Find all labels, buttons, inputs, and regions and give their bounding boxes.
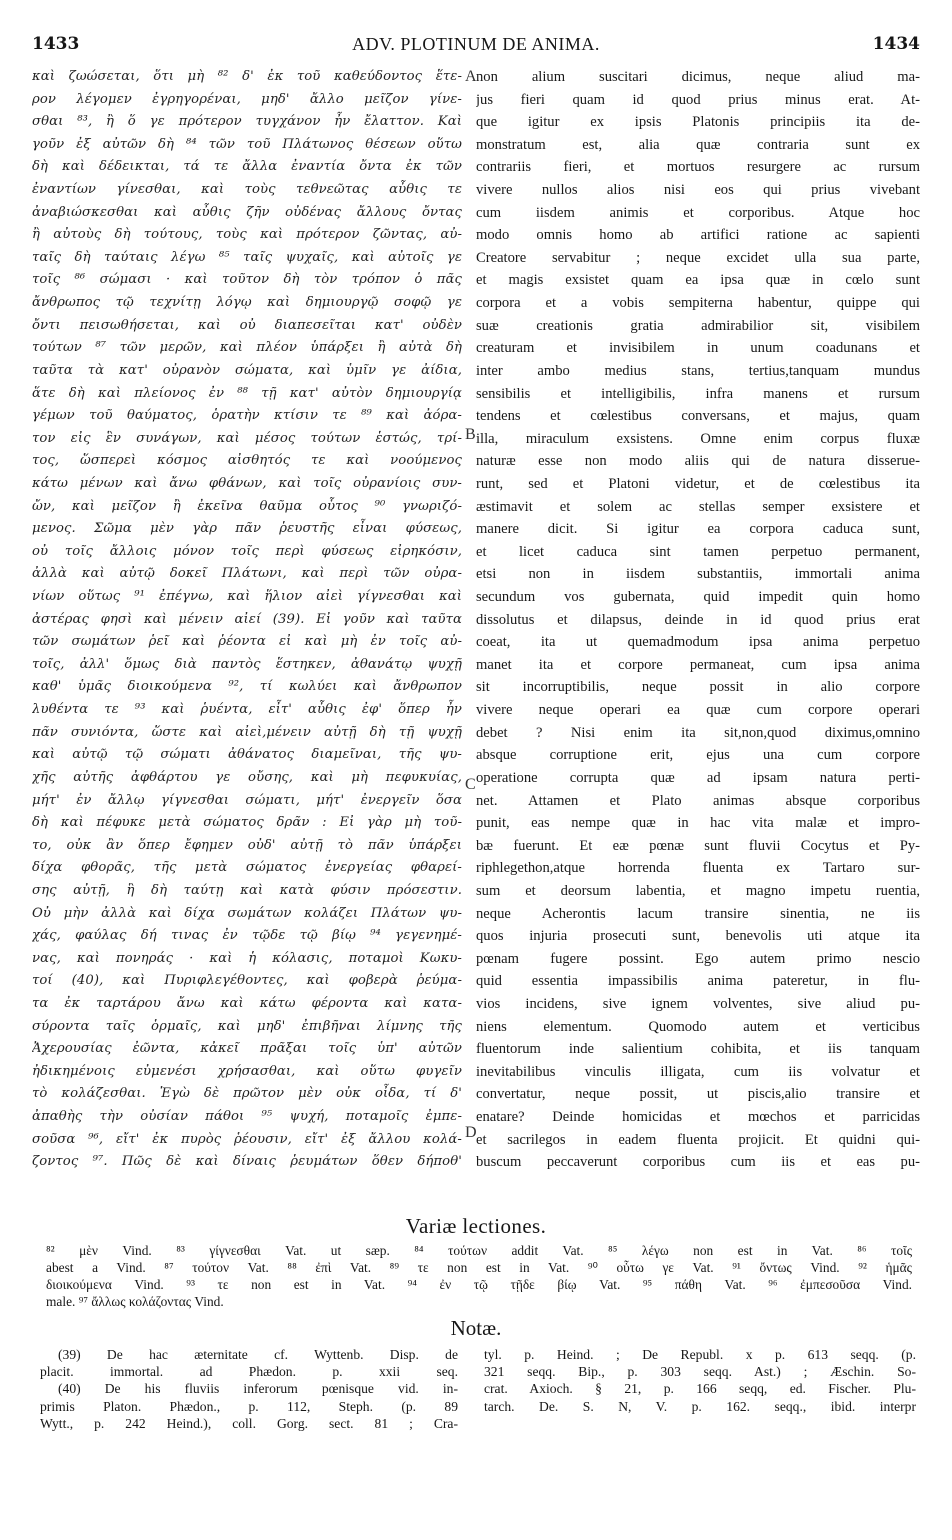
latin-text-line: vivere neque operari ea quæ cum corpore operari: [476, 702, 920, 719]
latin-text-line: cum iisdem animis et corporibus. Atque hoc: [476, 204, 920, 221]
greek-text-line: γοῦν ἐξ αὐτῶν δὴ ⁸⁴ τῶν τοῦ Πλάτωνος θέσεων οὕτω: [32, 136, 462, 152]
note-line: crat. Axioch. § 21, p. 166 seqq, ed. Fischer. Plu-: [484, 1381, 916, 1397]
variant-reading-line: ⁸² μὲν Vind. ⁸³ γίγνεσθαι Vat. ut sæp. ⁸⁴ τούτων addit Vat. ⁸⁵ λέγω non est in Vat. ⁸⁶ τοῖς: [46, 1243, 912, 1258]
greek-text-column: [32, 66, 462, 1206]
greek-text-line: μενος. Σῶμα μὲν γὰρ πᾶν ῥευστῆς εἶναι φύσεως,: [32, 521, 462, 537]
latin-text-line: sit incorruptibilis, neque possit in alio corpore: [476, 679, 920, 696]
greek-text-line: ζοντος ⁹⁷. Πῶς δὲ καὶ δίναις ῥευμάτων ὅθεν δήποθ': [32, 1154, 462, 1170]
greek-text-line: λυθέντα τε ⁹³ καὶ ῥυέντα, εἶτ' αὖθις ἐφ' ὅπερ ἦν: [32, 702, 462, 718]
variant-reading-line: male. ⁹⁷ ἄλλως κολάζοντας Vind.: [46, 1294, 224, 1309]
latin-text-line: jus fieri quam id quod prius minus erat. At-: [476, 91, 920, 108]
latin-text-line: creaturam et invisibilem in unum coadunans et: [476, 340, 920, 357]
greek-text-line: καὶ αὐτῷ τῷ σώματι ἀθάνατος διαμεῖναι, τῆς ψυ-: [32, 747, 462, 763]
greek-text-line: σοῦσα ⁹⁶, εἴτ' ἐκ πυρὸς ῥέουσιν, εἴτ' ἐξ ἄλλου κολά-: [32, 1131, 462, 1147]
notes-right-column: [484, 1346, 916, 1415]
latin-text-line: naturæ esse non modo aliis qui de natura disserue-: [476, 453, 920, 470]
latin-text-line: buscum peccaverunt corporibus cum iis et eas pu-: [476, 1154, 920, 1171]
latin-text-line: etsi non in iisdem substantiis, immortali anima: [476, 566, 920, 583]
latin-text-line: monstratum est, alia quæ contraria sunt ex: [476, 136, 920, 153]
greek-text-line: νας, καὶ πονηράς · καὶ ἡ κόλασις, ποταμοὶ Κωκυ-: [32, 950, 462, 966]
greek-text-line: τα ἐκ ταρτάρου ἄνω καὶ κάτω φέροντα καὶ κατα-: [32, 995, 462, 1011]
note-line: primis Platon. Phædon., p. 112, Steph. (p. 89: [40, 1398, 458, 1414]
latin-text-line: Creatore servabitur ; neque excidet ulla sua parte,: [476, 249, 920, 266]
latin-text-line: vivere nullos alios nisi eos qui prius vivebant: [476, 182, 920, 199]
note-line: Wytt., p. 242 Heind.), coll. Gorg. sect. 81 ; Cra-: [40, 1415, 458, 1431]
greek-text-line: δὴ καὶ πέφυκε μετὰ σώματος δρᾶν : Εἰ γὰρ μὴ τοῦ-: [32, 815, 462, 831]
margin-marker-a: A: [465, 68, 477, 85]
greek-text-line: ταῖς δὴ ταύταις λέγω ⁸⁵ ταῖς ψυχαῖς, καὶ αὐτοῖς γε: [32, 249, 462, 265]
greek-text-line: τος, ὥσπερεὶ κόσμος αἰσθητός τε καὶ νοούμενος: [32, 453, 462, 469]
greek-text-line: καθ' ὑμᾶς διοικούμενα ⁹², τί κωλύει καὶ ἄνθρωπον: [32, 679, 462, 695]
latin-text-line: et licet caduca sint tamen perpetuo permanent,: [476, 543, 920, 560]
greek-text-line: Οὐ μὴν ἀλλὰ καὶ δίχα σωμάτων κολάζει Πλάτων ψυ-: [32, 905, 462, 921]
greek-text-line: ἐναντίων γίνεσθαι, καὶ τοὺς τεθνεῶτας αὖθις τε: [32, 182, 462, 198]
greek-text-line: κάτω μένων καὶ ἄνω φθάνων, καὶ τοῖς οὐρανίοις συν-: [32, 475, 462, 491]
latin-text-line: riphlegethon,atque horrenda fluenta ex Tartaro sur-: [476, 860, 920, 877]
greek-text-line: ἢ αὐτοὺς δὴ τούτους, τοὺς καὶ πρότερον ζῶντας, αὐ-: [32, 227, 462, 243]
note-line: tarch. De. S. N, V. p. 162. seqq., ibid. interpr: [484, 1398, 916, 1414]
greek-text-line: ρον λέγομεν ἐγρηγορέναι, μηδ' ἄλλο μεῖζον γίνε-: [32, 91, 462, 107]
greek-text-line: χῆς αὐτῆς ἀφθάρτου γε οὔσης, καὶ μὴ πεφυκυίας,: [32, 769, 462, 785]
latin-text-line: sensibilis et intelligibilis, infra manens et rursum: [476, 385, 920, 402]
latin-text-line: pœnam fugere possint. Ego autem primo nescio: [476, 950, 920, 967]
latin-text-line: enatare? Deinde homicidas et mœchos et parricidas: [476, 1109, 920, 1126]
latin-text-line: tendens et cœlestibus conversans, et majus, quam: [476, 408, 920, 425]
latin-text-line: punit, eas nempe quæ in hac vita malæ et impro-: [476, 815, 920, 832]
greek-text-line: τούτων ⁸⁷ τῶν μερῶν, καὶ πλέον ὑπάρξει ἢ αὐτὰ δὴ: [32, 340, 462, 356]
latin-text-line: et sacrilegos in eadem fluenta projicit. Et quidni qui-: [476, 1131, 920, 1148]
latin-text-line: corpora et a vobis sempiterna habentur, quippe qui: [476, 295, 920, 312]
variant-reading-line: abest a Vind. ⁸⁷ τούτον Vat. ⁸⁸ ἐπὶ Vat. ⁸⁹ τε non est in Vat. ⁹⁰ οὗτω γε Vat. ⁹¹ ὄντως Vind. ⁹² ἡμᾶς: [46, 1260, 912, 1275]
greek-text-line: γέμων τοῦ θαύματος, ὁρατὴν κτίσιν τε ⁸⁹ καὶ ἀόρα-: [32, 408, 462, 424]
greek-text-line: τῶν σωμάτων ῥεῖ καὶ ῥέοντα εἰ καὶ μὴ ἐν τοῖς αὐ-: [32, 634, 462, 650]
variant-reading-line: διοικούμενα Vind. ⁹³ τε non est in Vat. ⁹⁴ ἐν τῷ τῇδε βίῳ Vat. ⁹⁵ πάθη Vat. ⁹⁶ ἐμπεσοῦσα Vind.: [46, 1277, 912, 1292]
latin-text-line: operatione corrupta quæ ad ipsam natura perti-: [476, 769, 920, 786]
latin-text-line: secundum vos gubernata, quid impedit quin homo: [476, 589, 920, 606]
latin-text-line: bæ fuerunt. Et eæ pœnæ sunt fluvii Cocytus et Py-: [476, 837, 920, 854]
latin-text-line: que igitur ex ipsis Platonis principiis ita de-: [476, 114, 920, 131]
margin-marker-d: D: [465, 1124, 477, 1141]
greek-text-line: ἀστέρας φησὶ καὶ μένειν αἰεί (39). Εἰ γοῦν καὶ ταῦτα: [32, 611, 462, 627]
page-number-left: 1433: [32, 34, 80, 54]
greek-text-line: ἅτε δὴ καὶ πλείονος ἐν ⁸⁸ τῇ κατ' αὐτὸν δημιουργίᾳ: [32, 385, 462, 401]
latin-text-line: suæ creationis gratia admirabilior sit, visibilem: [476, 317, 920, 334]
latin-text-line: absque corruptione erit, ejus una cum corpore: [476, 747, 920, 764]
latin-text-line: fluentorum inde salientium cohibita, et iis tanquam: [476, 1041, 920, 1058]
greek-text-line: τοῖς, ἀλλ' ὅμως διὰ παντὸς ἕστηκεν, ἀθανάτῳ ψυχῇ: [32, 656, 462, 672]
latin-text-line: coeat, ita ut quemadmodum ipsa anima perpetuo: [476, 634, 920, 651]
greek-text-line: χάς, φαύλας δή τινας ἐν τῷδε τῷ βίῳ ⁹⁴ γεγενημέ-: [32, 928, 462, 944]
greek-text-line: ὄντι πεισωθήσεται, καὶ οὐ διαπεσεῖται κατ' οὐδὲν: [32, 317, 462, 333]
note-line: tyl. p. Heind. ; De Republ. x p. 613 seqq. (p.: [484, 1347, 916, 1362]
running-header: [32, 34, 920, 60]
variae-lectiones-heading: Variæ lectiones.: [405, 1214, 547, 1238]
latin-text-line: et magis exsistet quam ea ipsa quæ in cœlo sunt: [476, 272, 920, 289]
greek-text-line: δίχα φθορᾶς, τῆς μετὰ σώματος ἐνεργείας φθαρεί-: [32, 860, 462, 876]
greek-text-line: ἀναβιώσκεσθαι καὶ αὖθις ζῆν οὐδένας ἄλλους ὄντας: [32, 204, 462, 220]
greek-text-line: Ἀχερουσίας ἐῶντα, κἀκεῖ πρᾶξαι τοῖς ὑπ' αὐτῶν: [32, 1041, 462, 1057]
latin-text-line: niens elementum. Quomodo autem et verticibus: [476, 1018, 920, 1035]
page-number-right: 1434: [872, 34, 920, 54]
latin-text-line: non alium suscitari dicimus, neque aliud ma-: [476, 69, 920, 85]
greek-text-line: τοῖς ⁸⁶ σώμασι · καὶ τοῦτον δὴ τὸν τρόπον ὁ πᾶς: [32, 272, 462, 288]
notes-left-column: [40, 1346, 458, 1432]
latin-text-line: manet ita et corpore permaneat, cum ipsa anima: [476, 656, 920, 673]
latin-text-line: vios incidens, sive ignem volventes, sive aliud pu-: [476, 995, 920, 1012]
greek-text-line: ἀλλὰ καὶ αὐτῷ δοκεῖ Πλάτωνι, καὶ περὶ τῶν οὐρα-: [32, 566, 462, 582]
latin-text-line: contrariis fieri, et mortuos resurgere ac rursum: [476, 159, 920, 176]
greek-text-line: ταῦτα τὰ κατ' οὐρανὸν σώματα, καὶ ὑμῖν γε ἀίδια,: [32, 362, 462, 378]
greek-text-line: τοί (40), καὶ Πυριφλεγέθοντες, καὶ φοβερὰ ῥεύμα-: [32, 973, 462, 989]
greek-text-line: το, οὐκ ἂν ὅπερ ἔφημεν οὐδ' αὐτῇ τὸ πᾶν ὑπάρξει: [32, 837, 462, 853]
variae-lectiones-block: [46, 1242, 912, 1310]
latin-text-line: modo omnis homo ab artifici ratione ac sapienti: [476, 227, 920, 244]
latin-text-column: [476, 66, 920, 1206]
greek-text-line: τον εἰς ἓν συνάγων, καὶ μέσος τούτων ἑστώς, τρί-: [32, 430, 462, 446]
margin-marker-b: B: [465, 426, 476, 443]
note-line: 321 seqq. Bip., p. 303 seqq. Ast.) ; Æschin. So-: [484, 1364, 916, 1380]
greek-text-line: δὴ καὶ δέδεικται, τά τε ἄλλα ἐναντία ὄντα ἐκ τῶν: [32, 159, 462, 175]
greek-text-line: σθαι ⁸³, ἢ ὅ γε πρότερον τυγχάνον ἦν ἔλαττον. Καὶ: [32, 114, 462, 130]
notae-heading: Notæ.: [450, 1316, 502, 1340]
margin-marker-c: C: [465, 776, 476, 793]
latin-text-line: sum et deorsum labentia, et magno impetu ruentia,: [476, 882, 920, 899]
latin-text-line: dissolutus et dilapsus, deinde in id quod prius erat: [476, 611, 920, 628]
greek-text-line: ἀπαθὴς τὴν οὐσίαν πάθοι ⁹⁵ ψυχή, ποταμοῖς ἐμπε-: [32, 1109, 462, 1125]
running-title: ADV. PLOTINUM DE ANIMA.: [352, 34, 600, 54]
greek-text-line: οὐ τοῖς ἄλλοις μόνον τοῖς περὶ φύσεως εἰρηκόσιν,: [32, 543, 462, 559]
greek-text-line: νίων οὕτως ⁹¹ ἐπέγνω, καὶ ἥλιον αἰεὶ γίγνεσθαι καὶ: [32, 589, 462, 605]
latin-text-line: inter ambo medius stans, tertius,tanquam mundus: [476, 362, 920, 379]
greek-text-line: ὤν, καὶ μεῖζον ἢ ἐκεῖνα θαῦμα οὗτος ⁹⁰ γνωριζό-: [32, 498, 462, 514]
greek-text-line: ἄνθρωπος τῷ τεχνίτῃ λόγῳ καὶ δημιουργῷ σοφῷ γε: [32, 295, 462, 311]
greek-text-line: τὸ κολάζεσθαι. Ἐγὼ δὲ πρῶτον μὲν οὐκ οἶδα, τί δ': [32, 1086, 462, 1102]
latin-text-line: runt, sed et Platoni videtur, et de cœlestibus ita: [476, 475, 920, 492]
latin-text-line: illa, miraculum exsistens. Omne enim corpus fluxæ: [476, 430, 920, 447]
greek-text-line: σύροντα ταῖς ὁρμαῖς, καὶ μηδ' ἐπιβῆναι λίμνης τῆς: [32, 1018, 462, 1034]
latin-text-line: quos injuria prosecuti sunt, benevolis uti atque ita: [476, 928, 920, 945]
latin-text-line: debet ? Nisi enim ita sit,non,quod diximus,omnino: [476, 724, 920, 741]
greek-text-line: σης αὐτῇ, ἣ δὴ ταύτῃ καὶ κατὰ φύσιν πρόσεστιν.: [32, 882, 462, 898]
latin-text-line: inevitabilibus vinculis illigata, cum iis volvatur et: [476, 1063, 920, 1080]
note-line: (40) De his fluviis inferorum pœnisque vid. in-: [58, 1381, 458, 1397]
latin-text-line: æstimavit et solem ac stellas semper exsistere et: [476, 498, 920, 515]
latin-text-line: manere dicit. Si igitur ea corpora caduca sunt,: [476, 521, 920, 538]
greek-text-line: καὶ ζωώσεται, ὅτι μὴ ⁸² δ' ἐκ τοῦ καθεύδοντος ἕτε-: [32, 69, 462, 84]
greek-text-line: μήτ' ἐν ἄλλῳ γίγνεσθαι σώματι, μήτ' ἐνεργεῖν ὅσα: [32, 792, 462, 808]
greek-text-line: πᾶν συνιόντα, ὥστε καὶ αἰεὶ,μένειν αὐτῇ δὴ τῇ ψυχῇ: [32, 724, 462, 740]
note-line: (39) De hac æternitate cf. Wyttenb. Disp. de: [58, 1347, 458, 1362]
note-line: placit. immortal. ad Phædon. p. xxii seq.: [40, 1364, 458, 1380]
latin-text-line: convertatur, neque possit, ut piscis,alio transire et: [476, 1086, 920, 1103]
latin-text-line: neque Acherontis lacum transire sinentia, ne iis: [476, 905, 920, 922]
greek-text-line: ἠδικημένοις εὐμενέσι χρήσασθαι, καὶ οὕτω φυγεῖν: [32, 1063, 462, 1079]
latin-text-line: net. Attamen et Plato animas absque corporibus: [476, 792, 920, 809]
latin-text-line: quid essentia impassibilis anima pateretur, in flu-: [476, 973, 920, 990]
